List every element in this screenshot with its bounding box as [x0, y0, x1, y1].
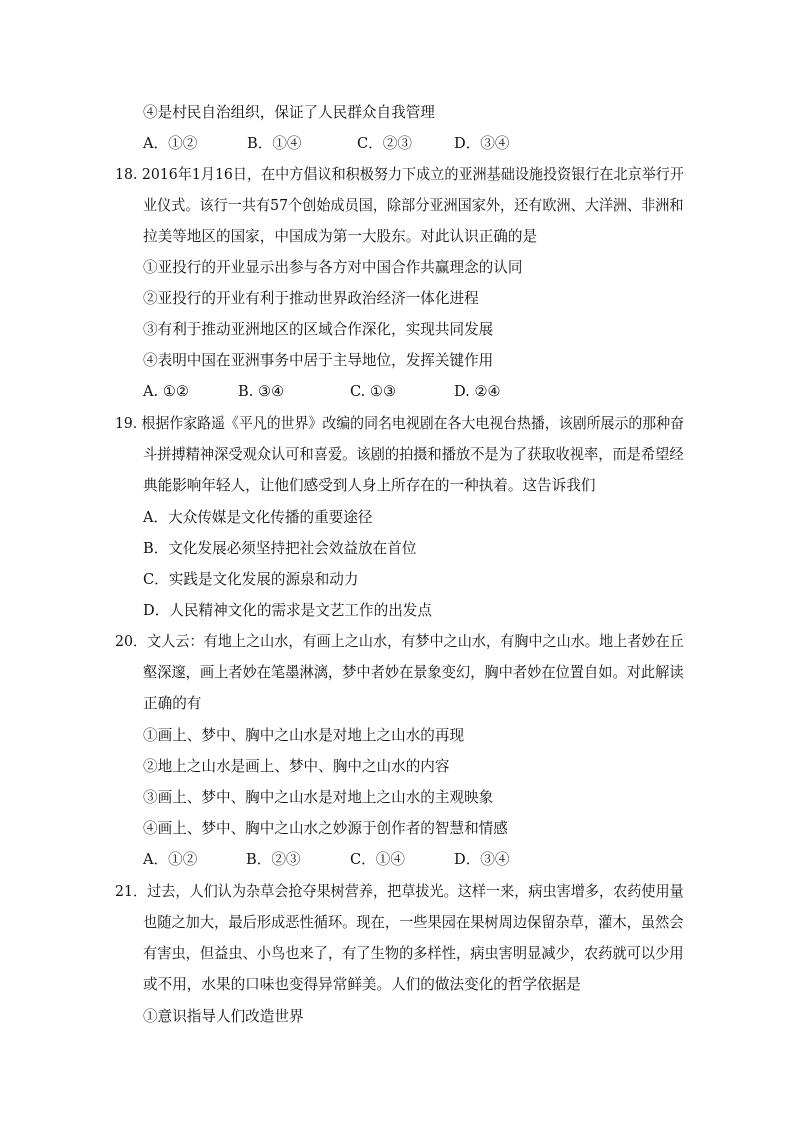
q21-stem-line-1: 21．过去，人们认为杂草会抢夺果树营养，把草拔光。这样一来，病虫害增多，农药使用量: [115, 883, 684, 900]
q18-option-b: B. ③④: [238, 383, 285, 400]
q18-item-1: ①亚投行的开业显示出参与各方对中国合作共赢理念的认同: [143, 259, 523, 276]
q19-option-c: C．实践是文化发展的源泉和动力: [143, 571, 359, 588]
q21-stem-line-2: 也随之加大，最后形成恶性循环。现在，一些果园在果树周边保留杂草，灌木，虽然会: [143, 914, 684, 931]
q19-stem-line-2: 斗拼搏精神深受观众认可和喜爱。该剧的拍摄和播放不是为了获取收视率，而是希望经: [143, 446, 684, 463]
q18-option-d: D. ②④: [454, 383, 501, 400]
q18-stem-line-2: 业仪式。该行一共有57个创始成员国，除部分亚洲国家外，还有欧洲、大洋洲、非洲和: [143, 197, 684, 214]
q21-stem-line-3: 有害虫，但益虫、小鸟也来了，有了生物的多样性，病虫害明显减少，农药就可以少用: [143, 945, 684, 962]
q19-stem-line-3: 典能影响年轻人，让他们感受到人身上所存在的一种执着。这告诉我们: [143, 477, 596, 494]
q20-stem-line-2: 壑深邃，画上者妙在笔墨淋漓，梦中者妙在景象变幻，胸中者妙在位置自如。对此解读: [143, 664, 684, 681]
q19-option-a: A．大众传媒是文化传播的重要途径: [143, 509, 373, 526]
q20-item-3: ③画上、梦中、胸中之山水是对地上之山水的主观映象: [143, 789, 494, 806]
q17-option-b: B．①④: [247, 135, 302, 152]
q19-stem-line-1: 19. 根据作家路遥《平凡的世界》改编的同名电视剧在各大电视台热播，该剧所展示的那种奋: [115, 415, 685, 432]
q19-option-b: B．文化发展必须坚持把社会效益放在首位: [143, 540, 417, 557]
q20-item-1: ①画上、梦中、胸中之山水是对地上之山水的再现: [143, 727, 465, 744]
q20-stem-line-1: 20．文人云：有地上之山水，有画上之山水，有梦中之山水，有胸中之山水。地上者妙在丘: [115, 633, 684, 650]
q20-stem-line-3: 正确的有: [143, 695, 202, 712]
q18-stem-line-1: 18. 2016年1月16日，在中方倡议和积极努力下成立的亚洲基础设施投资银行在北京举行开: [115, 166, 685, 183]
q18-stem-line-3: 拉美等地区的国家，中国成为第一大股东。对此认识正确的是: [143, 228, 538, 245]
q20-option-c: C．①④: [350, 851, 405, 868]
q17-option-d: D．③④: [454, 135, 510, 152]
q18-item-3: ③有利于推动亚洲地区的区域合作深化，实现共同发展: [143, 321, 494, 338]
q18-option-c: C. ①③: [350, 383, 397, 400]
q19-option-d: D．人民精神文化的需求是文艺工作的出发点: [143, 602, 432, 619]
q17-option-c: C．②③: [357, 135, 412, 152]
q20-item-2: ②地上之山水是画上、梦中、胸中之山水的内容: [143, 758, 450, 775]
q17-option-a: A．①②: [143, 135, 198, 152]
q21-item-1: ①意识指导人们改造世界: [143, 1008, 304, 1025]
q20-option-d: D．③④: [454, 851, 510, 868]
q21-stem-line-4: 或不用，水果的口味也变得异常鲜美。人们的做法变化的哲学依据是: [143, 976, 581, 993]
q18-item-2: ②亚投行的开业有利于推动世界政治经济一体化进程: [143, 290, 479, 307]
q20-option-a: A．①②: [143, 851, 198, 868]
q20-option-b: B．②③: [246, 851, 301, 868]
q18-item-4: ④表明中国在亚洲事务中居于主导地位，发挥关键作用: [143, 352, 494, 369]
q20-item-4: ④画上、梦中、胸中之山水之妙源于创作者的智慧和情感: [143, 820, 508, 837]
q17-item-4: ④是村民自治组织，保证了人民群众自我管理: [143, 104, 435, 121]
q18-option-a: A. ①②: [143, 383, 189, 400]
